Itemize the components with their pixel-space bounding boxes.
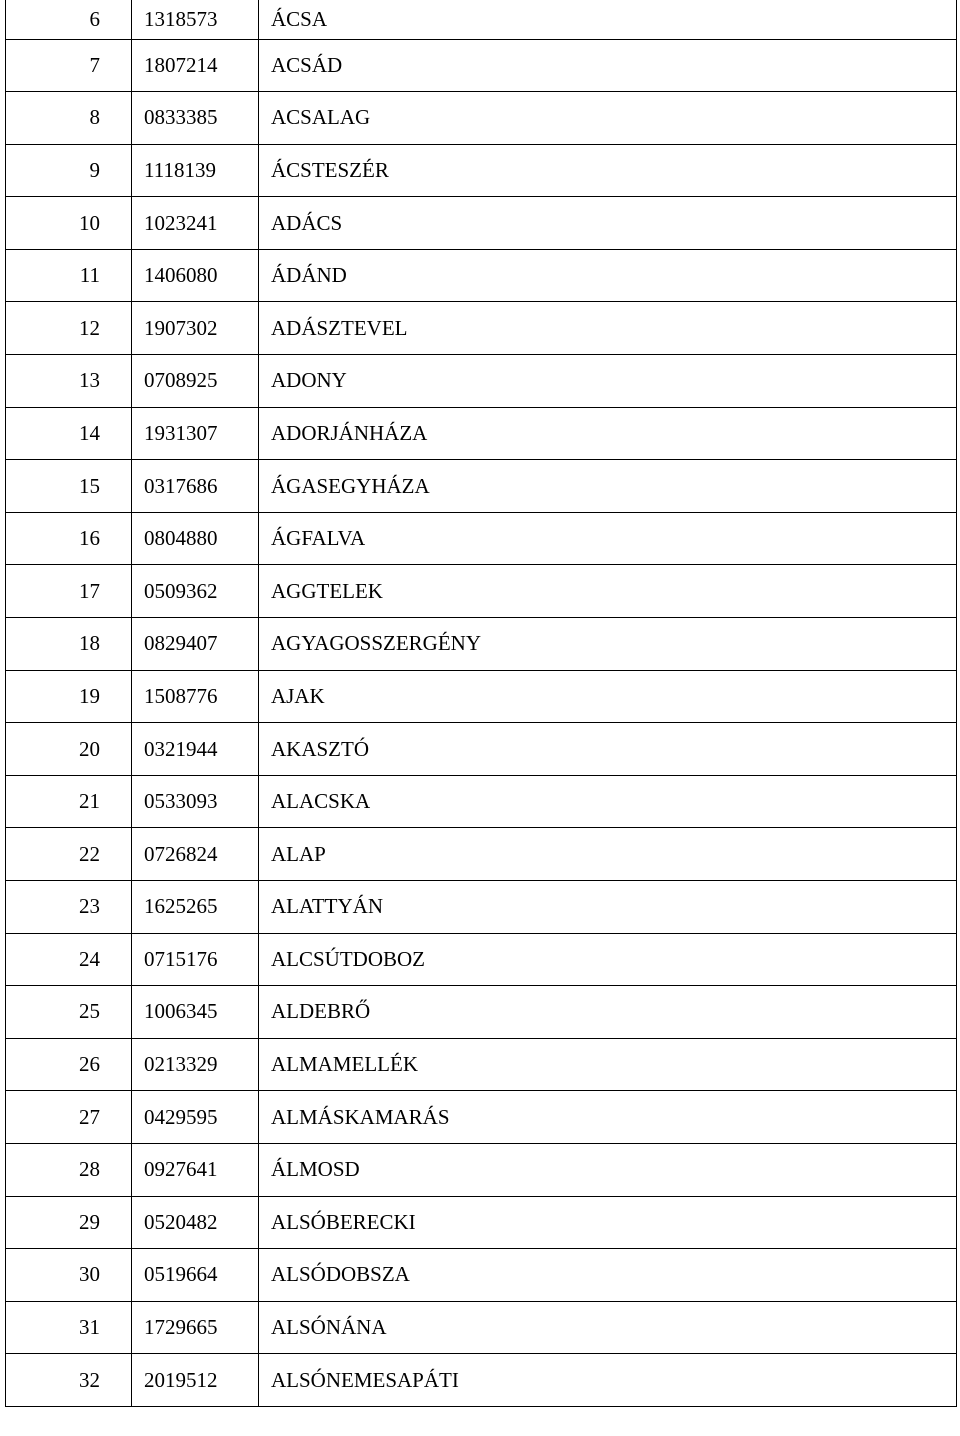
- settlement-name-cell: ÁGFALVA: [259, 512, 957, 565]
- row-index-cell: 12: [6, 302, 132, 355]
- settlement-code-cell: 1729665: [132, 1301, 259, 1354]
- settlement-code-cell: 0520482: [132, 1196, 259, 1249]
- row-index-cell: 15: [6, 460, 132, 513]
- settlement-code-cell: 1508776: [132, 670, 259, 723]
- table-row: [6, 1354, 957, 1407]
- row-index-cell: 11: [6, 249, 132, 302]
- settlement-name-cell: ÁLMOSD: [259, 1143, 957, 1196]
- settlement-name-cell: ALMAMELLÉK: [259, 1038, 957, 1091]
- settlement-name-cell: AJAK: [259, 670, 957, 723]
- settlement-name-cell: ÁCSA: [259, 0, 957, 39]
- settlement-name-cell: ACSÁD: [259, 39, 957, 92]
- settlement-name-cell: AGYAGOSSZERGÉNY: [259, 618, 957, 671]
- table-row: [6, 1143, 957, 1196]
- table-row: [6, 1196, 957, 1249]
- settlement-code-cell: 1118139: [132, 144, 259, 197]
- settlement-code-cell: 1023241: [132, 197, 259, 250]
- settlement-name-cell: AGGTELEK: [259, 565, 957, 618]
- settlement-name-cell: ALMÁSKAMARÁS: [259, 1091, 957, 1144]
- settlement-code-cell: 0833385: [132, 92, 259, 145]
- row-index-cell: 13: [6, 355, 132, 408]
- row-index-cell: 22: [6, 828, 132, 881]
- settlement-code-cell: 1931307: [132, 407, 259, 460]
- settlement-code-cell: 1406080: [132, 249, 259, 302]
- settlement-code-cell: 0804880: [132, 512, 259, 565]
- table-row: [6, 618, 957, 671]
- settlement-code-cell: 0213329: [132, 1038, 259, 1091]
- settlement-code-cell: 0317686: [132, 460, 259, 513]
- settlement-code-cell: 0519664: [132, 1249, 259, 1302]
- settlement-code-cell: 2019512: [132, 1354, 259, 1407]
- settlement-code-cell: 1907302: [132, 302, 259, 355]
- row-index-cell: 24: [6, 933, 132, 986]
- table-row: [6, 39, 957, 92]
- settlement-name-cell: ADONY: [259, 355, 957, 408]
- table-row: [6, 881, 957, 934]
- settlement-name-cell: ALACSKA: [259, 775, 957, 828]
- row-index-cell: 27: [6, 1091, 132, 1144]
- settlement-code-cell: 0509362: [132, 565, 259, 618]
- settlement-code-cell: 0726824: [132, 828, 259, 881]
- row-index-cell: 16: [6, 512, 132, 565]
- row-index-cell: 31: [6, 1301, 132, 1354]
- table-row: [6, 355, 957, 408]
- settlement-name-cell: ALSÓNÁNA: [259, 1301, 957, 1354]
- table-row: [6, 1301, 957, 1354]
- row-index-cell: 9: [6, 144, 132, 197]
- table-row: [6, 249, 957, 302]
- table-row: [6, 1091, 957, 1144]
- table-row: [6, 933, 957, 986]
- row-index-cell: 20: [6, 723, 132, 776]
- settlement-code-cell: 0708925: [132, 355, 259, 408]
- settlement-code-cell: 0321944: [132, 723, 259, 776]
- settlement-code-cell: 0715176: [132, 933, 259, 986]
- settlement-name-cell: ALATTYÁN: [259, 881, 957, 934]
- settlement-name-cell: ALAP: [259, 828, 957, 881]
- settlement-code-cell: 1318573: [132, 0, 259, 39]
- table-row: [6, 723, 957, 776]
- row-index-cell: 7: [6, 39, 132, 92]
- settlement-name-cell: ACSALAG: [259, 92, 957, 145]
- row-index-cell: 8: [6, 92, 132, 145]
- table-row: [6, 986, 957, 1039]
- settlement-name-cell: AKASZTÓ: [259, 723, 957, 776]
- settlement-table-body: [6, 0, 957, 1406]
- row-index-cell: 29: [6, 1196, 132, 1249]
- settlement-name-cell: ALSÓDOBSZA: [259, 1249, 957, 1302]
- settlement-code-cell: 0533093: [132, 775, 259, 828]
- row-index-cell: 17: [6, 565, 132, 618]
- table-row: [6, 1038, 957, 1091]
- table-row: [6, 565, 957, 618]
- table-row: [6, 1249, 957, 1302]
- row-index-cell: 25: [6, 986, 132, 1039]
- row-index-cell: 23: [6, 881, 132, 934]
- settlement-name-cell: ALCSÚTDOBOZ: [259, 933, 957, 986]
- row-index-cell: 30: [6, 1249, 132, 1302]
- settlement-name-cell: ALDEBRŐ: [259, 986, 957, 1039]
- table-row: [6, 92, 957, 145]
- row-index-cell: 19: [6, 670, 132, 723]
- settlement-code-cell: 0927641: [132, 1143, 259, 1196]
- settlement-name-cell: ADORJÁNHÁZA: [259, 407, 957, 460]
- settlement-name-cell: ÁCSTESZÉR: [259, 144, 957, 197]
- table-row: [6, 775, 957, 828]
- table-row: [6, 144, 957, 197]
- row-index-cell: 32: [6, 1354, 132, 1407]
- row-index-cell: 26: [6, 1038, 132, 1091]
- row-index-cell: 18: [6, 618, 132, 671]
- settlement-code-cell: 0829407: [132, 618, 259, 671]
- settlement-code-cell: 1625265: [132, 881, 259, 934]
- settlement-code-cell: 1006345: [132, 986, 259, 1039]
- settlement-code-cell: 0429595: [132, 1091, 259, 1144]
- table-row: [6, 460, 957, 513]
- table-row: [6, 0, 957, 39]
- settlement-code-cell: 1807214: [132, 39, 259, 92]
- table-row: [6, 670, 957, 723]
- table-row: [6, 828, 957, 881]
- row-index-cell: 14: [6, 407, 132, 460]
- settlement-table: [5, 0, 957, 1407]
- settlement-name-cell: ALSÓNEMESAPÁTI: [259, 1354, 957, 1407]
- settlement-name-cell: ALSÓBERECKI: [259, 1196, 957, 1249]
- settlement-name-cell: ÁDÁND: [259, 249, 957, 302]
- table-row: [6, 512, 957, 565]
- row-index-cell: 28: [6, 1143, 132, 1196]
- row-index-cell: 10: [6, 197, 132, 250]
- table-row: [6, 407, 957, 460]
- settlement-name-cell: ÁGASEGYHÁZA: [259, 460, 957, 513]
- row-index-cell: 6: [6, 0, 132, 39]
- table-row: [6, 302, 957, 355]
- settlement-name-cell: ADÁCS: [259, 197, 957, 250]
- table-row: [6, 197, 957, 250]
- settlement-name-cell: ADÁSZTEVEL: [259, 302, 957, 355]
- row-index-cell: 21: [6, 775, 132, 828]
